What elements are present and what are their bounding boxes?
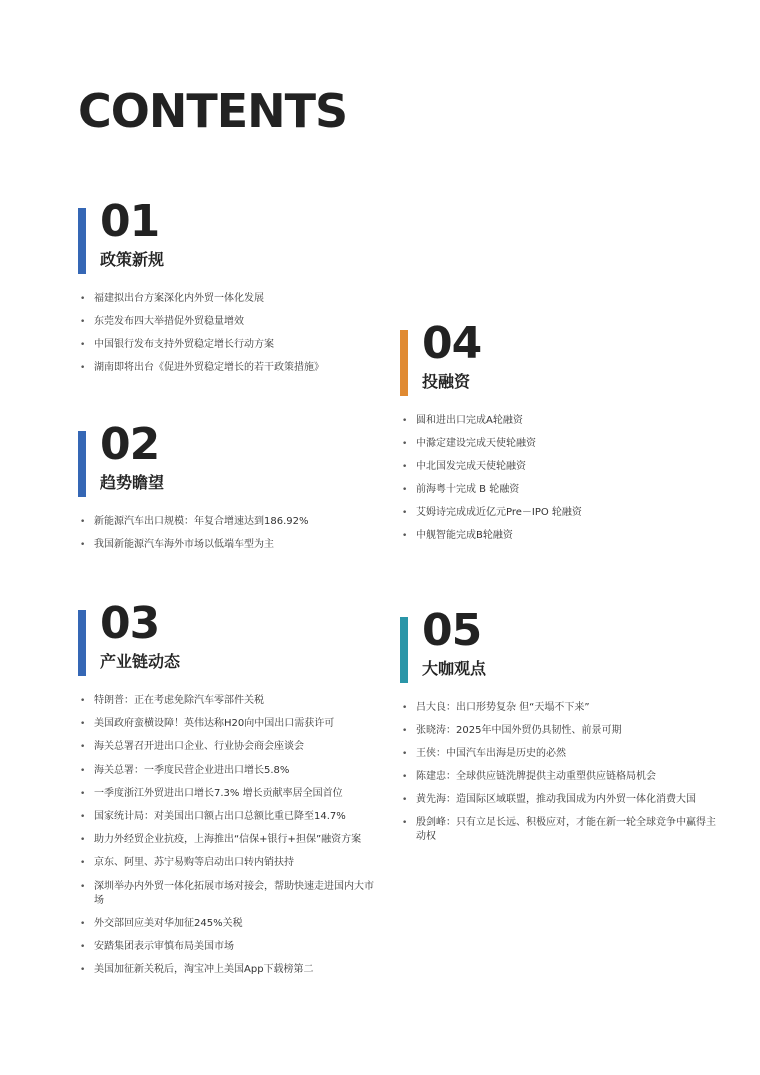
list-item[interactable]: • 黄先海：造国际区域联盟，推动我国成为内外贸一体化消费大国 [400,793,720,807]
section-header [78,196,378,274]
section-item-list [400,414,720,543]
section-01 [78,196,378,384]
section-number: 02 [100,419,160,470]
section-accent-bar [78,208,86,274]
section-accent-bar [78,431,86,497]
list-item[interactable]: • 安踏集团表示审慎布局美国市场 [78,940,378,954]
list-item[interactable]: • 新能源汽车出口规模：年复合增速达到186.92% [78,515,378,529]
list-item[interactable]: • 京东、阿里、苏宁易购等启动出口转内销扶持 [78,856,378,870]
section-number: 03 [100,598,160,649]
list-item[interactable]: • 艾姆诗完成成近亿元Pre－IPO 轮融资 [400,506,720,520]
list-item[interactable]: • 圆和进出口完成A轮融资 [400,414,720,428]
section-accent-bar [78,610,86,676]
list-item[interactable]: • 中国银行发布支持外贸稳定增长行动方案 [78,338,378,352]
section-03 [78,598,378,986]
list-item[interactable]: • 美国政府蛮横设障！英伟达称H20向中国出口需获许可 [78,717,378,731]
list-item[interactable]: • 东莞发布四大举措促外贸稳量增效 [78,315,378,329]
section-05 [400,605,720,853]
list-item[interactable]: • 国家统计局：对美国出口额占出口总额比重已降至14.7% [78,810,378,824]
section-header [400,605,720,683]
section-header [78,419,378,497]
section-header [78,598,378,676]
section-accent-bar [400,330,408,396]
list-item[interactable]: • 前海粤十完成 B 轮融资 [400,483,720,497]
list-item[interactable]: • 湖南即将出台《促进外贸稳定增长的若干政策措施》 [78,361,378,375]
section-title: 趋势瞻望 [100,473,165,492]
list-item[interactable]: • 中北国发完成天使轮融资 [400,460,720,474]
list-item[interactable]: • 外交部回应美对华加征245%关税 [78,917,378,931]
list-item[interactable]: • 一季度浙江外贸进出口增长7.3% 增长贡献率居全国首位 [78,787,378,801]
list-item[interactable]: • 张晓涛：2025年中国外贸仍具韧性、前景可期 [400,724,720,738]
list-item[interactable]: • 中滁定建设完成天使轮融资 [400,437,720,451]
list-item[interactable]: • 吕大良：出口形势复杂 但“天塌不下来” [400,701,720,715]
section-title: 政策新规 [100,250,165,269]
section-title: 产业链动态 [100,652,181,671]
list-item[interactable]: • 助力外经贸企业抗疫，上海推出“信保+银行+担保”融资方案 [78,833,378,847]
section-04 [400,318,720,552]
list-item[interactable]: • 我国新能源汽车海外市场以低端车型为主 [78,538,378,552]
list-item[interactable]: • 美国加征新关税后，淘宝冲上美国App下载榜第二 [78,963,378,977]
section-title: 投融资 [422,372,471,391]
section-item-list [78,515,378,552]
list-item[interactable]: • 海关总署：一季度民营企业进出口增长5.8% [78,764,378,778]
section-number: 01 [100,196,160,247]
list-item[interactable]: • 海关总署召开进出口企业、行业协会商会座谈会 [78,740,378,754]
page-title: CONTENTS [78,84,348,138]
section-item-list [78,292,378,375]
section-number: 04 [422,318,482,369]
list-item[interactable]: • 殷剑峰：只有立足长远、积极应对，才能在新一轮全球竞争中赢得主动权 [400,816,720,844]
list-item[interactable]: • 陈建忠：全球供应链洗牌提供主动重塑供应链格局机会 [400,770,720,784]
list-item[interactable]: • 王侠：中国汽车出海是历史的必然 [400,747,720,761]
section-accent-bar [400,617,408,683]
section-title: 大咖观点 [422,659,487,678]
section-header [400,318,720,396]
section-number: 05 [422,605,482,656]
list-item[interactable]: • 福建拟出台方案深化内外贸一体化发展 [78,292,378,306]
section-item-list [78,694,378,977]
section-item-list [400,701,720,844]
list-item[interactable]: • 中舰智能完成B轮融资 [400,529,720,543]
list-item[interactable]: • 深圳举办内外贸一体化拓展市场对接会，帮助快速走进国内大市场 [78,880,378,908]
list-item[interactable]: • 特朗普：正在考虑免除汽车零部件关税 [78,694,378,708]
section-02 [78,419,378,561]
